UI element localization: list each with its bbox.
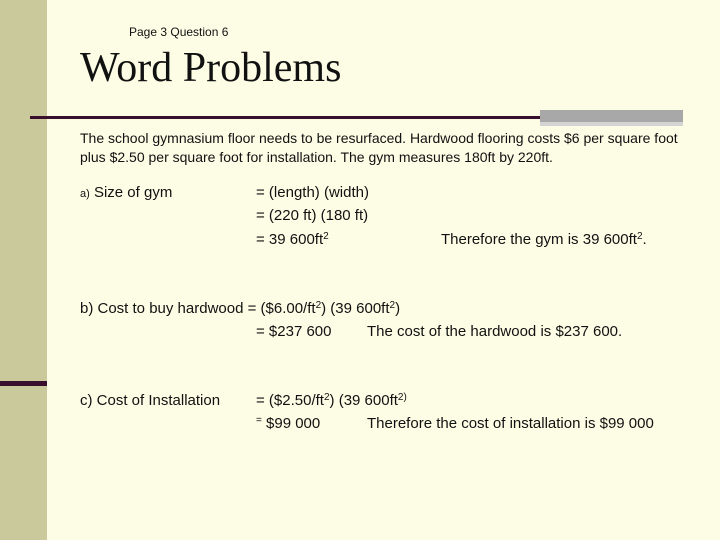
header-divider-line (30, 116, 540, 119)
part-b-line-1: b) Cost to buy hardwood = $(\$6.00/ft^2)$ (39 $600ft^2$) (80, 300, 401, 317)
sidebar-accent-bar (0, 381, 47, 386)
part-a-line-3: = 39 $600ft^2$ (256, 231, 329, 248)
part-a-line-1: = (length) (width) (256, 184, 369, 201)
part-c-label: c) Cost of Installation (80, 392, 221, 409)
part-a-line-2: = (220 ft) (180 ft) (256, 207, 369, 224)
part-a-conclusion: Therefore the gym is 39 $600ft^2$. (441, 231, 647, 248)
part-b-conclusion: The cost of the hardwood is $237 600. (367, 323, 623, 340)
part-c-line-2: = $99 000 (256, 415, 321, 432)
part-c-line-1: = $(\$2.50/ft^2)$ (39 $600ft^{2)}$ (256, 392, 407, 409)
slide-title: Word Problems (80, 45, 342, 91)
header-accent-bar-shadow (540, 122, 683, 126)
part-a-label (80, 184, 172, 201)
problem-statement: The school gymnasium floor needs to be resurfaced. Hardwood flooring costs $6 per square foot plus $2.50 per square foot for installation. The gym measures 180ft by 220ft. (80, 130, 678, 165)
header-accent-bar (540, 110, 683, 122)
left-sidebar-band (0, 0, 47, 540)
part-a-text: Size of gym (93, 184, 173, 201)
part-b-line-2: = $237 600 (256, 323, 332, 340)
slide-caption: Page 3 Question 6 (129, 25, 229, 39)
part-a-marker: a) (80, 188, 90, 200)
part-c-conclusion: Therefore the cost of installation is $99 000 (367, 415, 654, 432)
